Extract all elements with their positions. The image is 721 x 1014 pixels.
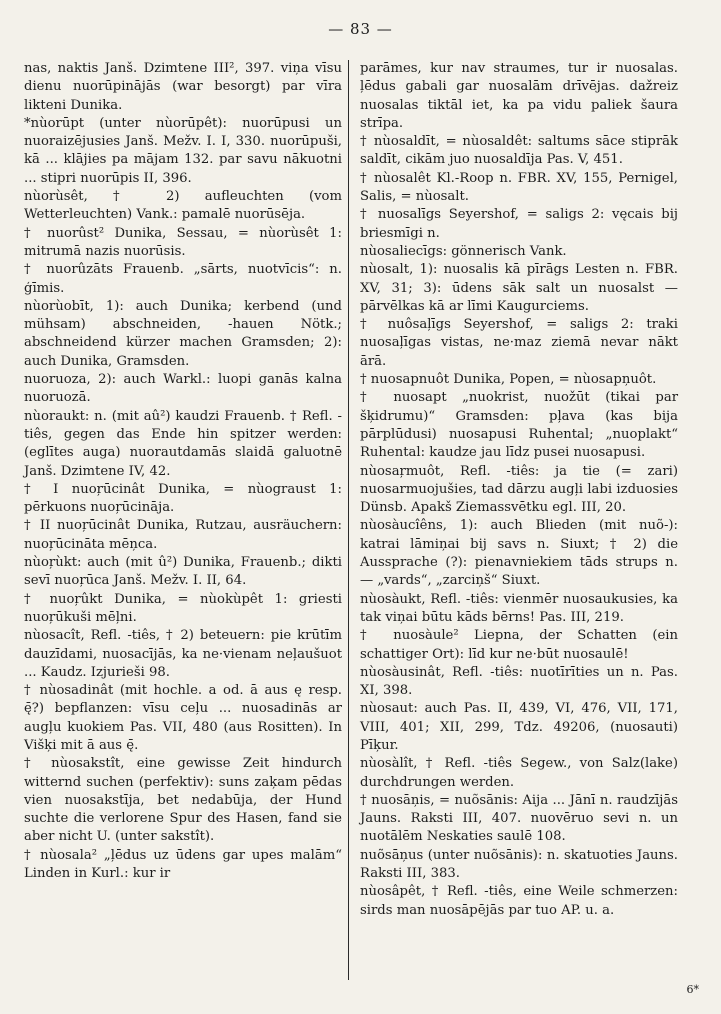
- dictionary-entry: nùoŗùkt: auch (mit û²) Dunika, Frauenb.; dikti sevī nuoŗūca Janš. Mežv. I. II, 64.: [24, 555, 342, 589]
- page-number: — 83 —: [328, 20, 393, 38]
- dictionary-entry: † nùosala² „ļēdus uz ūdens gar upes malām“ Linden in Kurl.: kur ir: [24, 847, 342, 882]
- dictionary-entry: † nuosàule² Liepna, der Schatten (ein schattiger Ort): līd kur ne·būt nuosaulē!: [360, 628, 678, 662]
- right-column: [360, 60, 678, 920]
- dictionary-entry: nùorùobīt, 1): auch Dunika; kerbend (und mühsam) abschneiden, -hauen Nötk.; abschneidend kürzer machen Gramsden; 2): auch Dunika, Gramsden.: [24, 298, 342, 369]
- printer-signature: 6*: [686, 983, 699, 996]
- dictionary-entry: nùosaliecīgs: gönnerisch Vank.: [360, 243, 567, 259]
- dictionary-entry: † nuôsaļīgs Seyershof, = saligs 2: traki nuosaļīgas vistas, ne·maz ziemā nevar nākt ārā.: [360, 317, 678, 369]
- dictionary-entry: parāmes, kur nav straumes, tur ir nuosalas. ļēdus gabali gar nuosalām drīvējas. dažreiz nuosalas tiktāl iet, ka pa vidu paliek šaura strīpa.: [360, 61, 678, 131]
- dictionary-entry: † nùosadinât (mit hochle. a od. ā aus ę resp. ę̄?) bepflanzen: vīsu ceļu ... nuosadinās ar augļu kuokiem Pas. VII, 480 (aus Rositten). In Višķi mit ā aus ę̄.: [24, 683, 342, 753]
- dictionary-entry: † nuorûst² Dunika, Sessau, = nùorùsêt 1: mitrumā nazis nuorūsis.: [24, 225, 342, 259]
- dictionary-entry: † I nuoŗūcinât Dunika, = nùograust 1: pērkuons nuoŗūcināja.: [24, 481, 342, 516]
- dictionary-entry: nùosaŗmuôt, Refl. -tiês: ja tie (= zari) nuosarmuojušies, tad dārzu augļi labi izduosies Dünsb. Apakš Ziemassvētku egl. III, 20.: [360, 463, 678, 516]
- dictionary-entry: nùorùsêt, † 2) aufleuchten (vom Wetterleuchten) Vank.: pamalē nuorūsēja.: [24, 189, 342, 223]
- dictionary-entry: nùosàucîêns, 1): auch Blieden (mit nuõ-): katrai lāmiņai bij savs n. Siuxt; † 2) die Aussprache (?): pienavniekiem tāds strups n. — „vards“, „zarciņš“ Siuxt.: [360, 518, 678, 589]
- column-divider: [348, 60, 349, 980]
- dictionary-entry: † nuosapt „nuokrist, nuožūt (tikai par šķidrumu)“ Gramsden: pļava (kas bija pārplūdusi) nuosapusi Ruhental; „nuoplakt“ Ruhental: kaudze jau līdz pusei nuosapusi.: [360, 390, 678, 461]
- dictionary-entry: nuoruoza, 2): auch Warkl.: luopi ganās kalna nuoruozā.: [24, 372, 342, 406]
- dictionary-entry: nùoraukt: n. (mit aû²) kaudzi Frauenb. † Refl. -tiês, gegen das Ende hin spitzer werden: (eglītes auga) nuorautdamās slaidā galuotnē Janš. Dzimtene IV, 42.: [24, 408, 342, 479]
- dictionary-entry: nùosâpêt, † Refl. -tiês, eine Weile schmerzen: sirds man nuosāpējās par tuo AP. u. a.: [360, 884, 678, 918]
- dictionary-entry: † II nuoŗūcinât Dunika, Rutzau, ausräuchern: nuoŗūcināta mēņca.: [24, 518, 342, 552]
- dictionary-entry: nùosàlît, † Refl. -tiês Segew., von Salz(lake) durchdrungen werden.: [360, 756, 678, 790]
- dictionary-entry: nùosacît, Refl. -tiês, † 2) beteuern: pie krūtīm dauzīdami, nuosacījās, ka ne·vienam neļaušuot ... Kaudz. Izjurieši 98.: [24, 628, 342, 680]
- dictionary-entry: nas, naktis Janš. Dzimtene III², 397. viņa vīsu dienu nuorūpinājās (war besorgt) par vīra likteni Dunika.: [24, 61, 342, 113]
- dictionary-entry: † nuosalīgs Seyershof, = saligs 2: vęcais bij briesmīgi n.: [360, 207, 678, 241]
- dictionary-entry: † nuoŗûkt Dunika, = nùokùpêt 1: griesti nuoŗūkuši mēļni.: [24, 591, 342, 625]
- dictionary-entry: † nuosāņis, = nuõsānis: Aija ... Jānī n. raudzījās Jauns. Raksti III, 407. nuovēruo sevi n. un nuotālēm Neskaties saulē 108.: [360, 792, 678, 845]
- dictionary-entry: nùosaut: auch Pas. II, 439, VI, 476, VII, 171, VIII, 401; XII, 299, Tdz. 49206, (nuosauti) Pīķur.: [360, 701, 678, 753]
- dictionary-entry: nuõsāņus (unter nuõsānis): n. skatuoties Jauns. Raksti III, 383.: [360, 847, 678, 882]
- left-column: [24, 60, 342, 883]
- dictionary-entry: † nùosalêt Kl.-Roop n. FBR. XV, 155, Pernigel, Salis, = nùosalt.: [360, 170, 678, 205]
- dictionary-entry: *nùorūpt (unter nùorūpêt): nuorūpusi un nuoraizējusies Janš. Mežv. I. I, 330. nuorūpuši, kā ... klājies pa mājam 132. par savu nākuotni ... stipri nuorūpis II, 396.: [24, 115, 342, 186]
- dictionary-entry: nùosàukt, Refl. -tiês: vienmēr nuosaukusies, ka tak viņai būtu kāds bērns! Pas. III, 219.: [360, 591, 678, 625]
- dictionary-entry: nùosàusinât, Refl. -tiês: nuotīrīties un n. Pas. XI, 398.: [360, 664, 678, 699]
- dictionary-entry: † nuorûzāts Frauenb. „sārts, nuotvīcis“: n. ģīmis.: [24, 262, 342, 296]
- dictionary-entry: † nùosaldīt, = nùosaldêt: saltums sāce stiprāk saldīt, cikām juo nuosaldīja Pas. V, 451.: [360, 134, 678, 168]
- dictionary-entry: nùosalt, 1): nuosalis kā pīrāgs Lesten n. FBR. XV, 31; 3): ūdens sāk salt un nuosalst — pārvēlkas kā ar līmi Kaugurciems.: [360, 262, 678, 314]
- dictionary-entry: † nuosapnuôt Dunika, Popen, = nùosapņuôt.: [360, 372, 657, 388]
- dictionary-entry: † nùosakstît, eine gewisse Zeit hindurch witternd suchen (perfektiv): suns zaķam pēdas vien nuosakstīja, bet nedabūja, der Hund suchte die verlorene Spur des Hasen, fand sie aber nicht U. (unter sakstît).: [24, 756, 342, 845]
